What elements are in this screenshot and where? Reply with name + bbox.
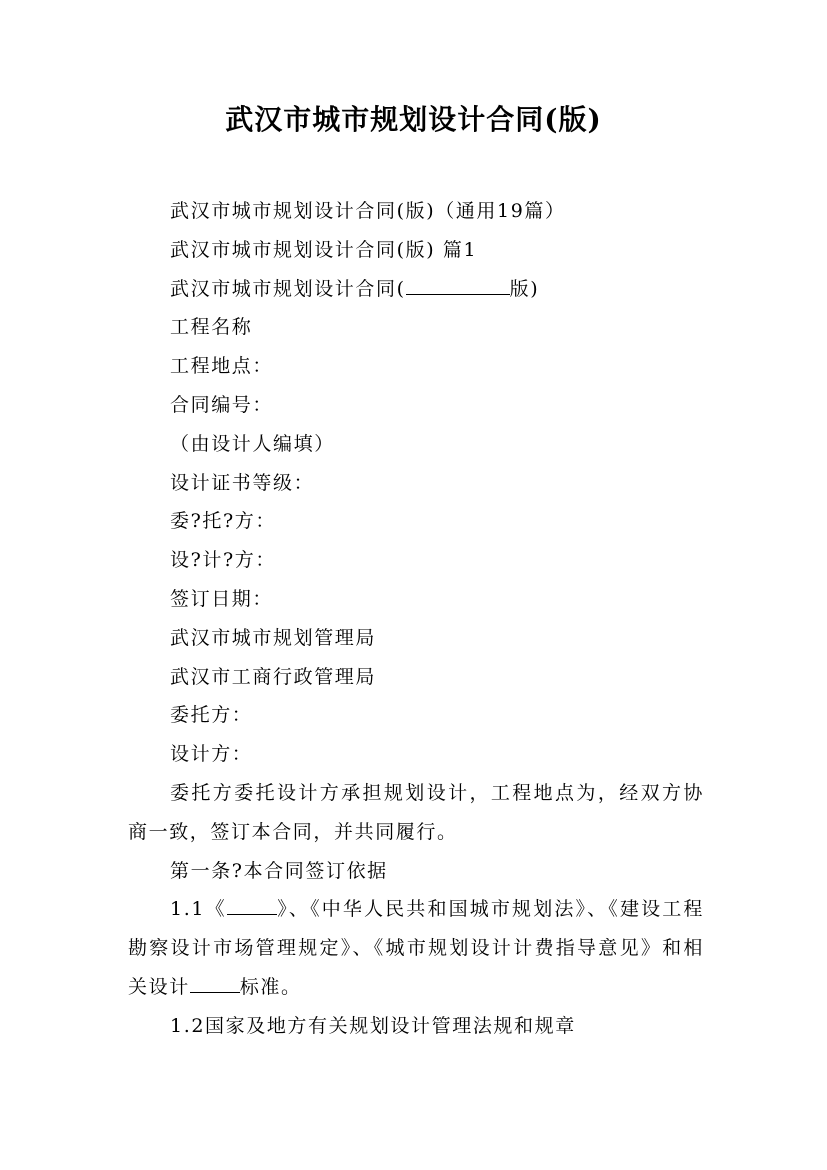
clause-1-1-part1: 1.1《 xyxy=(170,898,227,921)
clause-1-1 xyxy=(128,890,704,1006)
contract-version-suffix: 版) xyxy=(509,277,540,300)
line-entrusting-party-spaced: 委?托?方： xyxy=(170,510,276,533)
document-body xyxy=(128,192,704,1046)
version-blank xyxy=(406,274,510,295)
line-article-number: 武汉市城市规划设计合同(版) 篇1 xyxy=(170,238,478,261)
clause-1-1-part2: 》、《中华人民共和国城市规划法》、《建设工程勘察设计市场管理规定》、《城市规划设计计费指导意见》和相关设计 xyxy=(128,898,704,998)
line-project-name: 工程名称 xyxy=(170,316,253,339)
line-planning-bureau: 武汉市城市规划管理局 xyxy=(170,626,377,649)
line-contract-version xyxy=(128,270,704,309)
line-design-party: 设计方： xyxy=(170,743,253,766)
document-title: 武汉市城市规划设计合同(版) xyxy=(225,103,602,136)
clause-1-1-blank-2 xyxy=(190,972,240,993)
line-signing-date: 签订日期： xyxy=(170,587,274,610)
line-entrusting-party: 委托方： xyxy=(170,704,253,727)
line-contract-number: 合同编号： xyxy=(170,393,274,416)
line-commerce-bureau: 武汉市工商行政管理局 xyxy=(170,665,377,688)
line-contract-collection-title: 武汉市城市规划设计合同(版)（通用19篇） xyxy=(170,200,566,222)
line-project-location: 工程地点： xyxy=(170,355,274,378)
article-1-heading: 第一条?本合同签订依据 xyxy=(170,859,388,882)
clause-1-1-part3: 标准。 xyxy=(239,975,302,998)
clause-1-2: 1.2国家及地方有关规划设计管理法规和规章 xyxy=(170,1014,576,1037)
line-design-party-spaced: 设?计?方： xyxy=(170,549,276,572)
paragraph-agreement: 委托方委托设计方承担规划设计，工程地点为，经双方协商一致，签订本合同，并共同履行。 xyxy=(128,781,704,843)
line-designer-fill-note: （由设计人编填） xyxy=(170,432,335,455)
line-design-certificate-grade: 设计证书等级： xyxy=(170,471,315,494)
contract-version-prefix: 武汉市城市规划设计合同( xyxy=(170,277,406,300)
clause-1-1-blank-1 xyxy=(227,894,277,915)
